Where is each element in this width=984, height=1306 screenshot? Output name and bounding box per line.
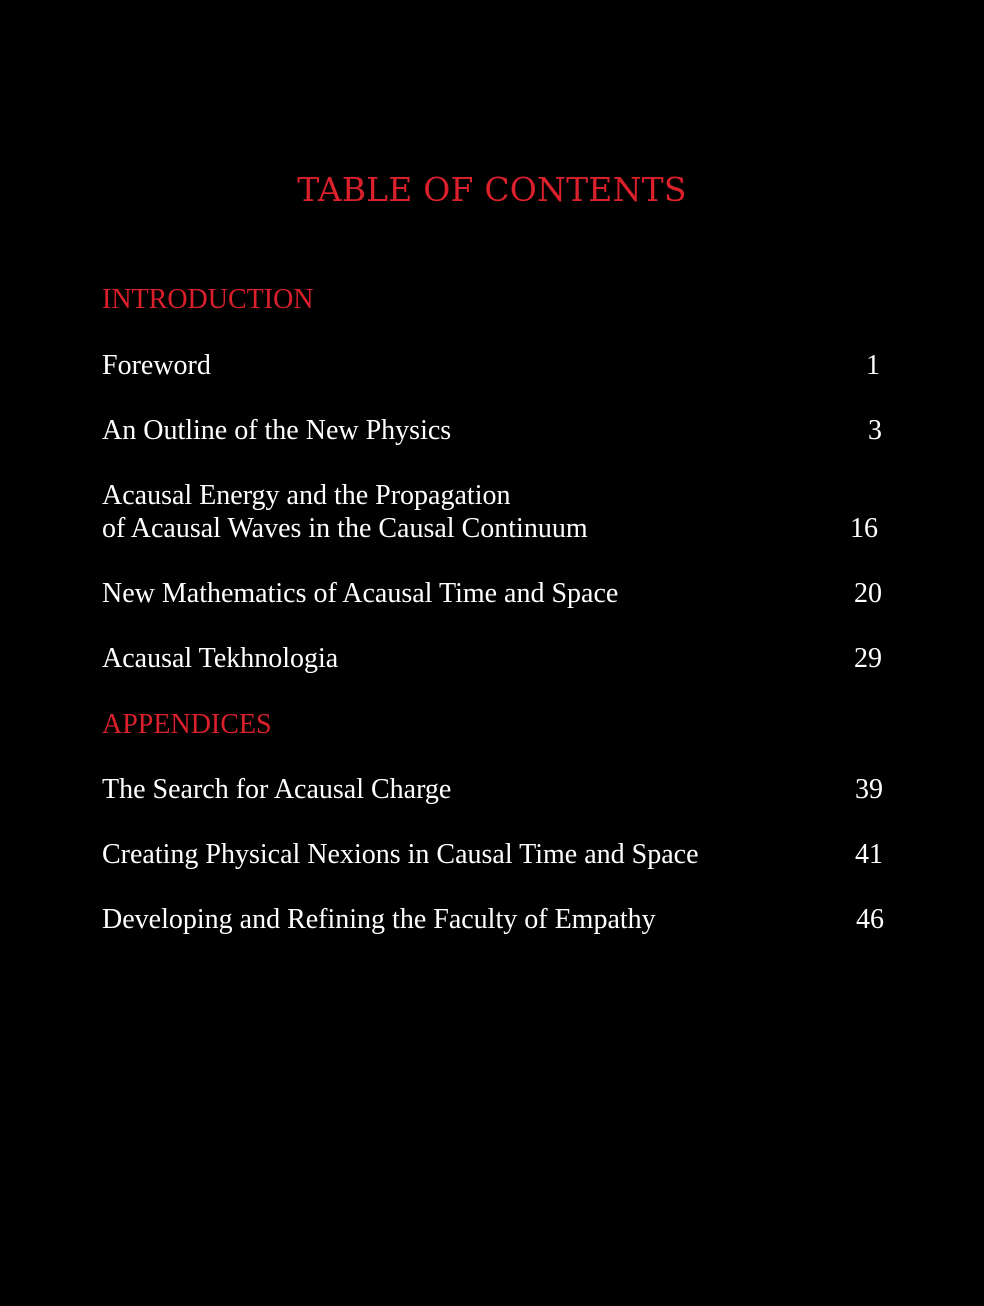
toc-entry-page: 46 — [856, 904, 884, 935]
toc-entry-title: An Outline of the New Physics — [102, 415, 452, 446]
toc-entry-page: 16 — [850, 513, 878, 544]
section-heading-introduction: INTRODUCTION — [102, 284, 314, 315]
toc-entry-page: 41 — [855, 839, 883, 870]
toc-entry-title: Creating Physical Nexions in Causal Time and Space — [102, 839, 699, 870]
toc-entry-page: 29 — [854, 643, 882, 674]
toc-entry-page: 39 — [855, 774, 883, 805]
toc-entry-title: Acausal Energy and the Propagation — [102, 480, 511, 511]
toc-entry-title: Acausal Tekhnologia — [102, 643, 339, 674]
toc-entry-page: 20 — [854, 578, 882, 609]
toc-entry-title: Foreword — [102, 350, 211, 381]
section-heading-appendices: APPENDICES — [102, 709, 272, 740]
toc-entry-page: 3 — [868, 415, 882, 446]
toc-entry-page: 1 — [866, 350, 880, 381]
toc-entry-title: The Search for Acausal Charge — [102, 774, 452, 805]
toc-entry-title: New Mathematics of Acausal Time and Space — [102, 578, 619, 609]
toc-entry-title: Developing and Refining the Faculty of Empathy — [102, 904, 656, 935]
toc-entry-title-continued: of Acausal Waves in the Causal Continuum — [102, 513, 588, 544]
page-title: TABLE OF CONTENTS — [297, 170, 687, 209]
